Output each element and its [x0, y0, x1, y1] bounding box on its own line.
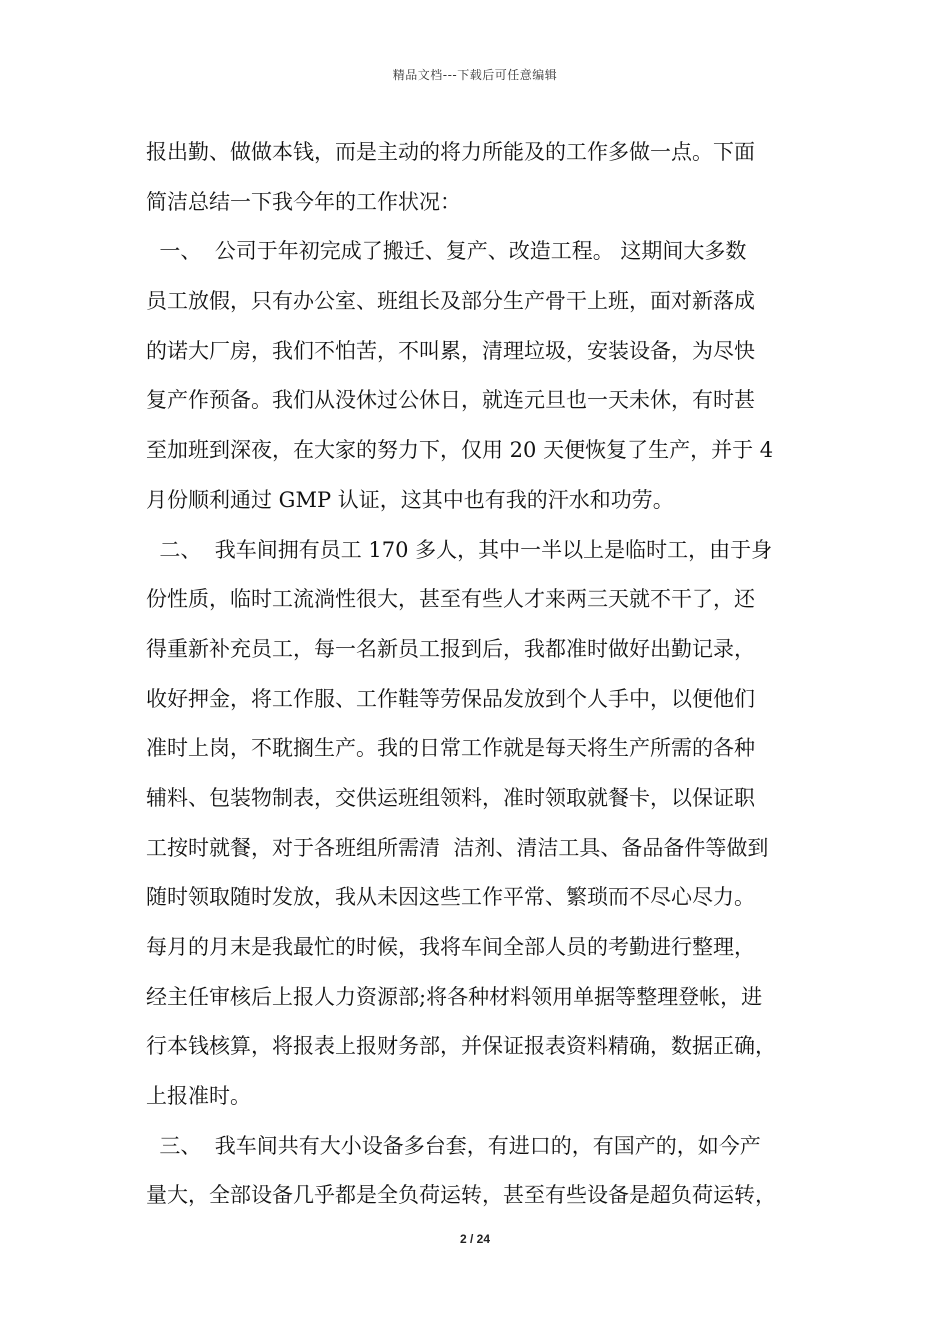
text-line: 二、 我车间拥有员工 170 多人，其中一半以上是临时工，由于身	[146, 537, 773, 562]
text-line: 经主任审核后上报人力资源部;将各种材料领用单据等整理登帐，进	[146, 984, 763, 1009]
text-line: 员工放假，只有办公室、班组长及部分生产骨干上班，面对新落成	[146, 289, 755, 314]
text-line: 辅料、包装物制表，交供运班组领料，准时领取就餐卡，以保证职	[146, 785, 755, 810]
text-line: 收好押金，将工作服、工作鞋等劳保品发放到个人手中，以便他们	[146, 686, 755, 711]
text-line: 份性质，临时工流淌性很大，甚至有些人才来两三天就不干了，还	[146, 587, 755, 612]
text-line: 的诺大厂房，我们不怕苦，不叫累，清理垃圾，安装设备，为尽快	[146, 338, 755, 363]
text-line: 简洁总结一下我今年的工作状况：	[146, 189, 461, 214]
text-line: 行本钱核算，将报表上报财务部，并保证报表资料精确，数据正确，	[146, 1034, 776, 1059]
text-line: 三、 我车间共有大小设备多台套，有进口的，有国产的，如今产	[146, 1133, 761, 1158]
text-line: 至加班到深夜，在大家的努力下，仅用 20 天便恢复了生产，并于 4	[146, 438, 774, 463]
text-line: 得重新补充员工，每一名新员工报到后，我都准时做好出勤记录，	[146, 636, 755, 661]
text-line: 月份顺利通过 GMP 认证，这其中也有我的汗水和功劳。	[146, 487, 674, 512]
text-line: 一、 公司于年初完成了搬迁、复产、改造工程。 这期间大多数	[146, 239, 747, 264]
document-body	[146, 128, 836, 1221]
text-line: 每月的月末是我最忙的时候，我将车间全部人员的考勤进行整理，	[146, 935, 755, 959]
page-number: 2 / 24	[459, 1232, 491, 1246]
text-line: 准时上岗，不耽搁生产。我的日常工作就是每天将生产所需的各种	[146, 736, 755, 761]
page-header: 精品文档---下载后可任意编辑	[392, 68, 558, 82]
text-line: 上报准时。	[146, 1084, 251, 1109]
text-line: 随时领取随时发放，我从未因这些工作平常、繁琐而不尽心尽力。	[146, 885, 755, 910]
text-line: 复产作预备。我们从没休过公休日，就连元旦也一天未休，有时甚	[146, 388, 755, 413]
text-line: 报出勤、做做本钱，而是主动的将力所能及的工作多做一点。下面	[146, 140, 755, 164]
text-line: 量大，全部设备几乎都是全负荷运转，甚至有些设备是超负荷运转，	[146, 1183, 776, 1208]
text-line: 工按时就餐，对于各班组所需清 洁剂、清洁工具、备品备件等做到	[146, 835, 769, 860]
